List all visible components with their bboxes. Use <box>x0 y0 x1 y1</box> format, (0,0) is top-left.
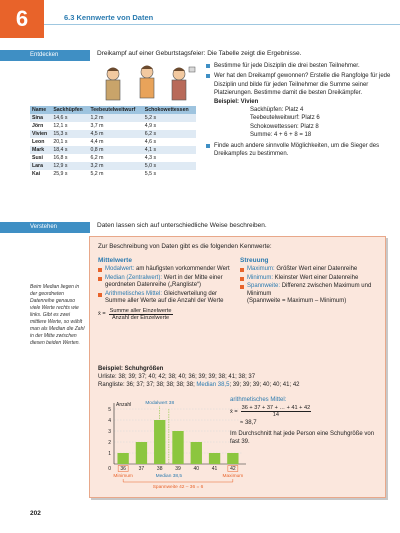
cell: 4,9 s <box>144 123 157 129</box>
children-illustration <box>97 62 197 104</box>
x-tick-label: 39 <box>175 466 181 472</box>
table-row <box>30 138 196 146</box>
spannweite-term: Spannweite: <box>247 283 281 290</box>
mittelwerte-title: Mittelwerte <box>98 257 132 264</box>
row-name: Lara <box>30 162 51 170</box>
mean-calculation <box>230 397 380 446</box>
cell: 5,5 s <box>144 171 157 177</box>
bar-38 <box>154 420 165 464</box>
entdecken-intro: Dreikampf auf einer Geburtstagsfeier: Die Tabelle zeigt die Ergebnisse. <box>97 50 302 57</box>
example-title: Beispiel: Vivien <box>214 98 259 105</box>
maximum-label: Maximum <box>222 474 244 479</box>
cell: 4,4 m <box>90 139 104 145</box>
section-title: 6.3 Kennwerte von Daten <box>64 13 154 22</box>
median-term: Median (Zentralwert): <box>105 274 163 281</box>
cell: 5,0 s <box>143 162 196 170</box>
minimum-text: Kleinster Wert einer Datenreihe <box>273 274 359 281</box>
cell: 6,2 m <box>90 155 104 161</box>
spannweite-label: Spannweite 42 – 36 = 6 <box>152 485 204 490</box>
x-tick-label: 40 <box>193 466 200 472</box>
x-tick-label: 42 <box>230 466 236 472</box>
minimum-item <box>240 275 380 283</box>
spannweite-text: Differenz zwischen Maximum und Minimum <box>247 283 372 297</box>
x-tick-label: 41 <box>211 466 218 472</box>
table-row <box>30 130 196 138</box>
formula-lhs: x̄ = <box>98 311 106 318</box>
x-tick-label: 36 <box>120 466 126 472</box>
mittelwerte-column <box>98 257 232 321</box>
mean-title: arithmetisches Mittel: <box>230 397 287 403</box>
rangliste-part-b: ; 39; 39; 39; 40; 40; 41; 42 <box>229 382 300 388</box>
cell: 4,6 s <box>144 139 157 145</box>
col-name: Name <box>30 106 51 114</box>
y-tick-label: 3 <box>108 428 111 435</box>
rangliste-part-a: Rangliste: 36; 37; 37; 38; 38; 38; 38; <box>98 382 197 388</box>
example-line: Sackhüpfen: Platz 4 <box>250 107 304 114</box>
row-name: Vivien <box>30 130 51 138</box>
spannweite-formula: (Spannweite = Maximum – Minimum) <box>247 298 347 305</box>
maximum-item <box>240 266 380 274</box>
formula-numerator: Summe aller Einzelwerte <box>109 307 172 314</box>
modalwert-text: am häufigsten vorkommender Wert <box>134 266 230 272</box>
cell: 6,2 s <box>143 130 196 138</box>
mean-denominator: 14 <box>272 412 280 418</box>
shoe-size-example <box>98 365 380 389</box>
streuung-column <box>240 257 380 307</box>
cell: 3,7 m <box>90 123 104 129</box>
table-row <box>30 162 196 170</box>
mean-approx: ≈ 38,7 <box>240 420 257 426</box>
urliste: Urliste: 38; 39; 37; 40; 42; 38; 40; 36; 39; 39; 38; 41; 38; 37 <box>98 374 256 380</box>
header-rule <box>44 24 400 25</box>
median-label: Median 38,5 <box>155 474 183 479</box>
box-intro: Zur Beschreibung von Daten gibt es die folgenden Kennwerte: <box>98 243 272 250</box>
table-header-row <box>30 106 196 114</box>
results-table <box>30 106 196 178</box>
row-name: Jörn <box>32 123 44 129</box>
rangliste-median: Median 38,5 <box>196 382 230 388</box>
cell: 3,2 m <box>88 162 142 170</box>
spannweite-item <box>240 283 380 306</box>
median-margin-note: Beim Median liegen in der geordneten Datenreihe genauso viele Werte rechts wie links. Gibt es zwei mittlere Werte, so wählt man als Median die Zahl in der Mitte zwischen diesen beiden Werten. <box>30 284 85 346</box>
minimum-term: Minimum: <box>247 274 274 281</box>
cell: 5,2 s <box>143 114 196 122</box>
cell: 4,1 s <box>143 146 196 154</box>
col-teebeutel: Teebeutelweitwurf <box>88 106 142 114</box>
cell: 12,1 s <box>53 123 68 129</box>
cell: 5,2 m <box>90 171 104 177</box>
table-row <box>30 154 196 162</box>
table-row <box>30 122 196 130</box>
col-sackhuepfen: Sackhüpfen <box>51 106 88 114</box>
entdecken-tab: Entdecken <box>0 50 90 61</box>
row-name: Mark <box>30 146 51 154</box>
bar-42 <box>227 453 238 464</box>
task-1: Bestimme für jede Disziplin die drei besten Teilnehmer. <box>206 62 394 70</box>
x-origin-label: 0 <box>108 466 111 472</box>
mean-lhs: x̄ = <box>230 408 238 415</box>
median-item <box>98 275 232 290</box>
cell: 12,9 s <box>51 162 88 170</box>
shoe-example-title: Beispiel: Schuhgrößen <box>98 366 164 372</box>
cell: 0,8 m <box>88 146 142 154</box>
arith-term: Arithmetisches Mittel: <box>105 290 163 297</box>
kennwerte-info-box <box>89 236 386 498</box>
modal-annotation: Modalwert 38 <box>145 401 175 406</box>
cell: 25,9 s <box>53 171 68 177</box>
cell: 14,6 s <box>51 114 88 122</box>
row-name: Kai <box>32 171 41 177</box>
formula-denominator: Anzahl der Einzelwerte <box>111 314 170 321</box>
bar-41 <box>209 453 220 464</box>
y-axis-label: Anzahl <box>116 402 132 408</box>
task-2-text: Wer hat den Dreikampf gewonnen? Erstelle die Rangfolge für jede Disziplin und bilde für jeden Teilnehmer die Summe seiner Platzierungen. Bestimme damit die besten Dreikämpfer. <box>214 73 391 97</box>
maximum-text: Größter Wert einer Datenreihe <box>274 266 358 272</box>
verstehen-intro: Daten lassen sich auf unterschiedliche Weise beschreiben. <box>97 222 267 229</box>
example-line: Summe: 4 + 6 + 8 = 18 <box>250 132 312 139</box>
cell: 20,1 s <box>53 139 68 145</box>
y-tick-label: 2 <box>108 439 111 446</box>
example-line: Teebeutelweitwurf: Platz 6 <box>250 115 320 122</box>
example-line: Schokowettessen: Platz 8 <box>250 123 319 130</box>
arith-item <box>98 291 232 306</box>
spannweite-bracket <box>123 479 233 482</box>
median-text: Wert in der Mitte einer geordneten Datenreihe („Rangliste“) <box>105 274 223 289</box>
bar-37 <box>136 442 147 464</box>
x-tick-label: 38 <box>156 466 163 472</box>
table-row <box>30 170 196 178</box>
cell: 4,3 s <box>144 155 157 161</box>
task-3: Finde auch andere sinnvolle Möglichkeiten, um die Sieger des Dreikampfes zu bestimmen. <box>206 142 394 159</box>
cell: 4,5 m <box>88 130 142 138</box>
y-tick-label: 1 <box>108 450 111 457</box>
maximum-term: Maximum: <box>247 266 275 272</box>
bar-40 <box>191 442 202 464</box>
verstehen-tab: Verstehen <box>0 222 90 233</box>
table-row <box>30 114 196 122</box>
cell: 1,2 m <box>88 114 142 122</box>
modalwert-item <box>98 266 232 274</box>
bar-36 <box>117 453 128 464</box>
cell: 16,8 s <box>53 155 68 161</box>
x-tick-label: 37 <box>138 466 145 472</box>
task-2 <box>206 72 394 139</box>
chapter-number-badge: 6 <box>0 0 44 38</box>
row-name: Susi <box>32 155 43 161</box>
shoe-size-bar-chart <box>98 390 248 490</box>
row-name: Leon <box>32 139 45 145</box>
page-number: 202 <box>30 510 41 517</box>
row-name: Sina <box>30 114 51 122</box>
col-schoko: Schokowettessen <box>143 106 196 114</box>
mean-interpretation: Im Durchschnitt hat jede Person eine Schuhgröße von fast 39. <box>230 431 375 445</box>
modalwert-term: Modalwert: <box>105 266 135 272</box>
table-row <box>30 146 196 154</box>
cell: 15,3 s <box>51 130 88 138</box>
y-tick-label: 5 <box>108 406 111 413</box>
bar-39 <box>172 431 183 464</box>
task-list <box>206 62 394 160</box>
mean-formula <box>98 308 232 321</box>
arith-text: Gleichverteilung der Summe aller Werte auf die Anzahl der Werte <box>105 290 224 305</box>
streuung-title: Streuung <box>240 257 269 264</box>
minimum-label: Minimum <box>113 474 133 479</box>
rangliste <box>98 381 380 389</box>
y-tick-label: 4 <box>108 417 111 424</box>
mean-numerator: 36 + 37 + 37 + … + 41 + 42 <box>241 405 311 411</box>
mean-equation <box>230 405 380 418</box>
cell: 18,4 s <box>51 146 88 154</box>
